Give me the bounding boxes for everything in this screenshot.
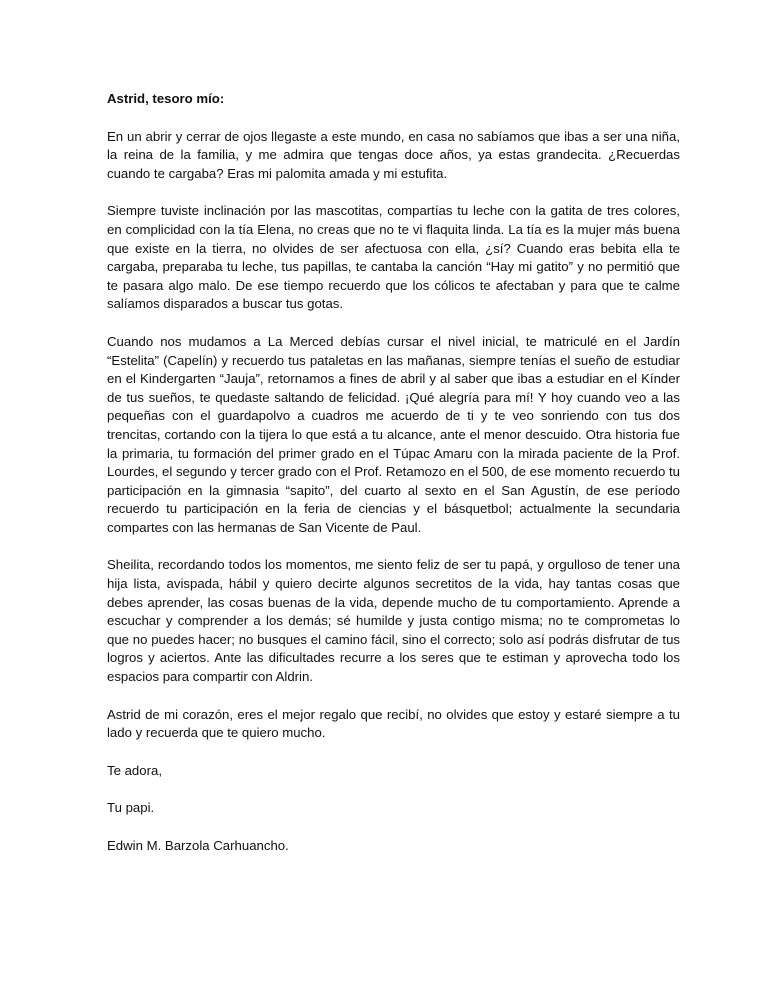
- paragraph-birth: En un abrir y cerrar de ojos llegaste a este mundo, en casa no sabíamos que ibas a ser una niña, la reina de la familia, y me admira que tengas doce años, ya estas grandecita. ¿Recuerdas cuando te cargaba? Eras mi palomita amada y mi estufita.: [107, 128, 680, 181]
- paragraph-school: Cuando nos mudamos a La Merced debías cursar el nivel inicial, te matriculé en el Jardín “Estelita” (Capelín) y recuerdo tus pataletas en las mañanas, siempre tenías el sueño de estudiar en el Kindergarten “Jauja”, retornamos a fines de abril y al saber que ibas a estudiar en el Kínder de tus sueños, te quedaste saltando de felicidad. ¡Qué alegría para mí! Y hoy cuando veo a las pequeñas con el guardapolvo a cuadros me acuerdo de ti y te veo sonriendo con tus dos trencitas, cortando con la tijera lo que está a tu alcance, ante el menor descuido. Otra historia fue la primaria, tu formación del primer grado en el Túpac Amaru con la mirada paciente de la Prof. Lourdes, el segundo y tercer grado con el Prof. Retamozo en el 500, de ese momento recuerdo tu participación en la gimnasia “sapito”, del cuarto al sexto en el San Agustín, de ese período recuerdo tu participación en la feria de ciencias y el básquetbol; actualmente la secundaria compartes con las hermanas de San Vicente de Paul.: [107, 333, 680, 535]
- letter-greeting: Astrid, tesoro mío:: [107, 91, 225, 106]
- paragraph-love: Astrid de mi corazón, eres el mejor regalo que recibí, no olvides que estoy y estaré siempre a tu lado y recuerda que te quiero mucho.: [107, 706, 680, 741]
- signature-name: Edwin M. Barzola Carhuancho.: [107, 838, 289, 853]
- closing-line-1: Te adora,: [107, 762, 162, 778]
- paragraph-advice: Sheilita, recordando todos los momentos, me siento feliz de ser tu papá, y orgulloso de tener una hija lista, avispada, hábil y quiero decirte algunos secretitos de la vida, hay tantas cosas que debes aprender, las cosas buenas de la vida, depende mucho de tu comportamiento. Aprende a escuchar y comprender a los demás; sé humilde y justa contigo misma; no te comprometas lo que no puedes hacer; no busques el camino fácil, sino el correcto; solo así podrás disfrutar de tus logros y aciertos. Ante las dificultades recurre a los seres que te estiman y aprovecha todo los espacios para compartir con Aldrin.: [107, 557, 680, 685]
- letter-body: [107, 90, 680, 856]
- paragraph-pets: Siempre tuviste inclinación por las mascotitas, compartías tu leche con la gatita de tres colores, en complicidad con la tía Elena, no creas que no te vi flaquita linda. La tía es la mujer más buena que existe en la tierra, no olvides de ser afectuosa con ella, ¿sí? Cuando eras bebita ella te cargaba, preparaba tu leche, tus papillas, te cantaba la canción “Hay mi gatito” y no permitió que te pasara algo malo. De ese tiempo recuerdo que los cólicos te afectaban y para que te calme salíamos disparados a buscar tus gotas.: [107, 203, 680, 312]
- closing-line-2: Tu papi.: [107, 800, 155, 816]
